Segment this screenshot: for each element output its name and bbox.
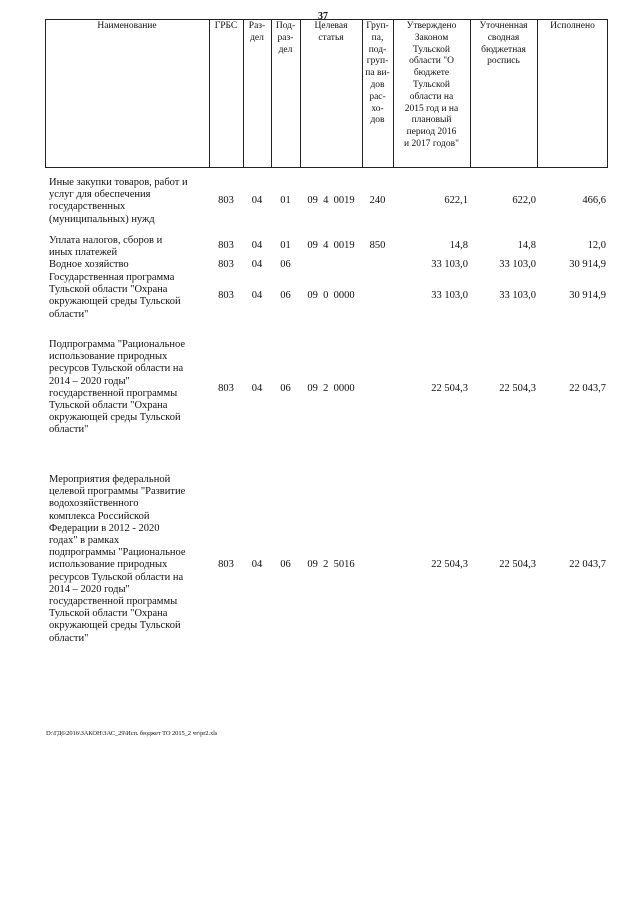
header-target: Целевая статья: [314, 21, 348, 43]
row-refined: 33 103,0: [499, 259, 536, 270]
row-target: 09 2 0000: [307, 383, 355, 394]
row-group: 240: [369, 195, 386, 206]
row-razdel: 04: [251, 195, 263, 206]
row-target: 09 4 0019: [307, 240, 355, 251]
row-refined: 22 504,3: [499, 559, 536, 570]
page-number: 37: [318, 11, 328, 22]
header-refined: Уточненная сводная бюджетная роспись: [479, 21, 528, 67]
row-podrazdel: 06: [280, 290, 291, 301]
row-approved: 33 103,0: [431, 290, 468, 301]
header-approved: Утверждено Законом Тульской области "О бюджете Тульской области на 2015 год и на плановый период 2016 и 2017 годов": [404, 21, 459, 149]
row-executed: 12,0: [587, 240, 606, 251]
row-approved: 22 504,3: [431, 383, 468, 394]
row-razdel: 04: [251, 383, 263, 394]
row-name: Уплата налогов, сборов и иных платежей: [49, 235, 163, 259]
header-executed: Исполнено: [550, 21, 595, 31]
row-approved: 22 504,3: [431, 559, 468, 570]
row-executed: 30 914,9: [569, 259, 606, 270]
row-podrazdel: 06: [280, 383, 291, 394]
row-refined: 14,8: [517, 240, 536, 251]
row-grbs: 803: [218, 259, 234, 270]
row-approved: 14,8: [449, 240, 468, 251]
row-podrazdel: 01: [280, 240, 291, 251]
row-refined: 33 103,0: [499, 290, 536, 301]
footer-file-path: D:\ГД6\2016\ЗАКОН\ЗАС_29\Исп. бюджет ТО 2015_2 чт\pr2.xls: [46, 730, 218, 737]
row-target: 09 4 0019: [307, 195, 355, 206]
row-executed: 22 043,7: [569, 559, 606, 570]
row-grbs: 803: [218, 383, 234, 394]
row-grbs: 803: [218, 290, 234, 301]
row-group: 850: [369, 240, 386, 251]
row-grbs: 803: [218, 559, 234, 570]
row-podrazdel: 01: [280, 195, 291, 206]
row-refined: 22 504,3: [499, 383, 536, 394]
row-grbs: 803: [218, 195, 234, 206]
header-razdel: Раз- дел: [248, 21, 266, 43]
header-group: Груп- па, под- груп- па ви- дов рас- хо- дов: [365, 21, 390, 126]
row-approved: 33 103,0: [431, 259, 468, 270]
header-podrazdel: Под- раз- дел: [275, 21, 296, 55]
row-target: 09 0 0000: [307, 290, 355, 301]
row-razdel: 04: [251, 559, 263, 570]
row-target: 09 2 5016: [307, 559, 355, 570]
row-approved: 622,1: [444, 195, 468, 206]
row-executed: 466,6: [582, 195, 606, 206]
row-name: Государственная программа Тульской области "Охрана окружающей среды Тульской области": [49, 272, 181, 320]
row-executed: 22 043,7: [569, 383, 606, 394]
row-name: Мероприятия федеральной целевой программы "Развитие водохозяйственного комплекса Российской Федерации в 2012 - 2020 годах" в рамках подпрограммы "Рациональное использование природных ресурсов Тульской области на 2014 – 2020 годы" государственной программы Тульской области "Охрана окружающей среды Тульской области": [49, 474, 186, 644]
row-razdel: 04: [251, 290, 263, 301]
row-name: Подпрограмма "Рациональное использование природных ресурсов Тульской области на 2014 – 2020 годы" государственной программы Тульской области "Охрана окружающей среды Тульской области": [49, 339, 186, 436]
row-razdel: 04: [251, 240, 263, 251]
row-podrazdel: 06: [280, 559, 291, 570]
row-razdel: 04: [251, 259, 263, 270]
header-name: Наименование: [97, 21, 157, 31]
row-podrazdel: 06: [280, 259, 291, 270]
row-executed: 30 914,9: [569, 290, 606, 301]
row-refined: 622,0: [512, 195, 536, 206]
header-grbs: ГРБС: [214, 21, 238, 31]
row-name: Водное хозяйство: [49, 259, 129, 270]
row-name: Иные закупки товаров, работ и услуг для обеспечения государственных (муниципальных) нужд: [49, 177, 188, 225]
row-grbs: 803: [218, 240, 234, 251]
